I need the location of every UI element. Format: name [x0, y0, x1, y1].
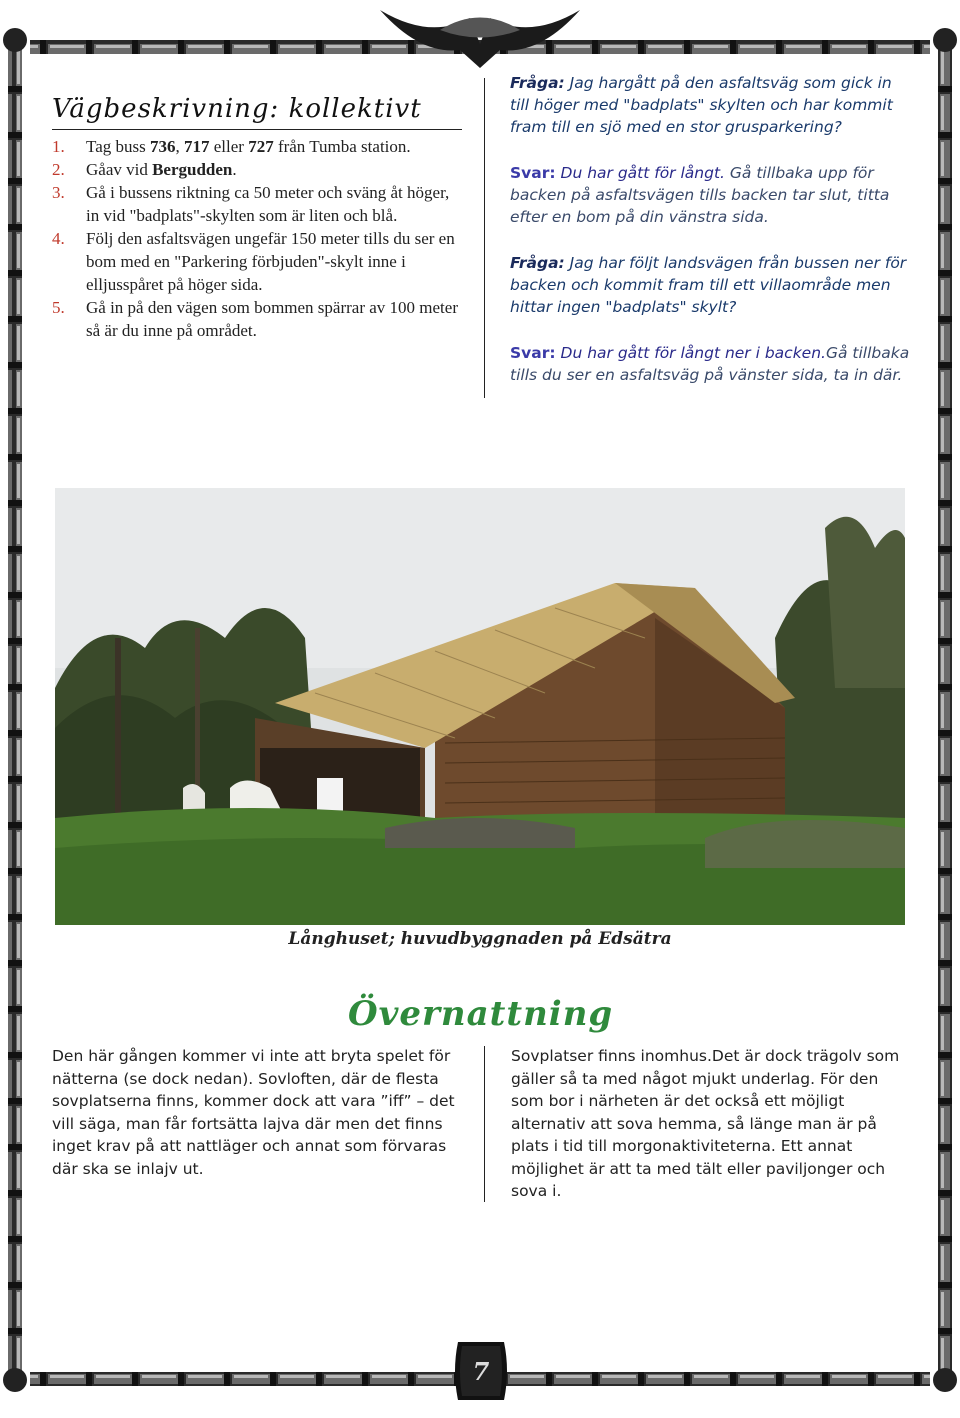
column-divider-top — [484, 78, 485, 398]
direction-step-4: 4. Följ den asfaltsvägen ungefär 150 meter tills du ser en bom med en "Parkering förbjuden"-skylt inne i elljusspåret på höger sida. — [52, 229, 455, 294]
top-ornament-icon — [380, 10, 580, 68]
faq-question-2: Fråga: Jag har följt landsvägen från bussen ner för backen och kommit fram till ett villaområde men hittar ingen "badplats" skylt? — [510, 254, 907, 316]
overnight-text-left: Den här gången kommer vi inte att bryta spelet för nätterna (se dock nedan). Sovloften, där de flesta sovplatserna finns, kommer dock att vara ”iff” – det vill säga, man får fortsätta lajva där men det finns inget krav på att nattläger och annat som förvaras där ska se inlajv ut. — [52, 1047, 455, 1178]
directions-heading: Vägbeskrivning: kollektivt — [52, 94, 422, 124]
heading-divider — [52, 129, 462, 130]
direction-step-3: 3. Gå i bussens riktning ca 50 meter och sväng åt höger, in vid "badplats"-skylten som är liten och blå. — [52, 183, 450, 225]
overnight-heading: Övernattning — [348, 994, 614, 1034]
page-number: 7 — [472, 1357, 490, 1386]
overnight-text-right: Sovplatser finns inomhus.Det är dock trägolv som gäller så ta med något mjukt underlag. För den som bor i närheten är det också ett möjligt alternativ att sova hemma, så länge man är på plats i tid till morgonaktiviteterna. Ett annat möjlighet är att ta med tält eller paviljonger och sova i. — [511, 1047, 900, 1200]
direction-step-2: 2. Gåav vid Bergudden. — [52, 160, 237, 179]
direction-step-1: 1. Tag buss 736, 717 eller 727 från Tumba station. — [52, 137, 411, 156]
faq-answer-1: Svar: Du har gått för långt. Gå tillbaka upp för backen på asfaltsvägen tills backen tar slut, titta efter en bom på din vänstra sida. — [510, 164, 890, 226]
faq-question-1: Fråga: Jag hargått på den asfaltsväg som gick in till höger med "badplats" skylten och har kommit fram till en sjö med en stor grusparkering? — [510, 74, 893, 136]
page-number-badge — [452, 1338, 510, 1404]
longhouse-photo — [55, 488, 905, 925]
photo-caption: Långhuset; huvudbyggnaden på Edsätra — [288, 929, 672, 949]
directions-list — [52, 135, 462, 342]
column-divider-bottom — [484, 1046, 485, 1202]
faq-answer-2: Svar: Du har gått för långt ner i backen.Gå tillbaka tills du ser en asfaltsväg på vänster sida, ta in där. — [510, 344, 910, 384]
direction-step-5: 5. Gå in på den vägen som bommen spärrar av 100 meter så är du inne på området. — [52, 298, 458, 340]
